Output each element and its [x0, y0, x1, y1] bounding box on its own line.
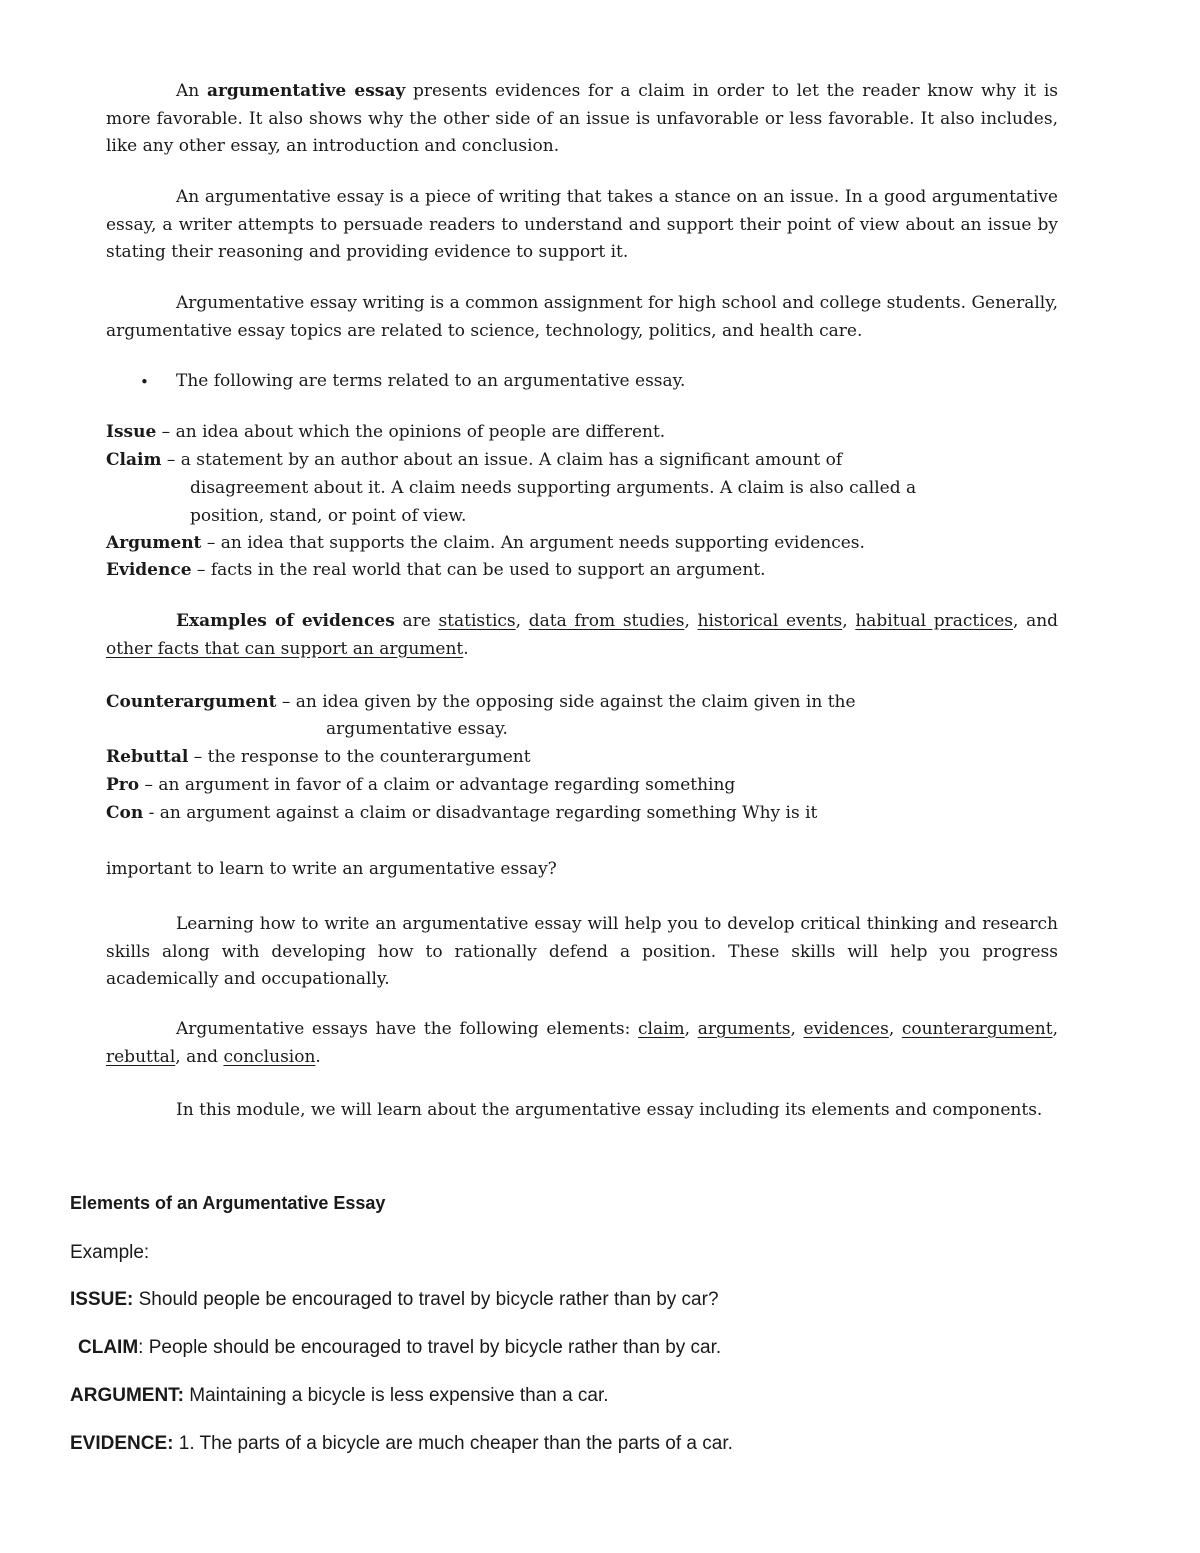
example-statistics: statistics	[438, 611, 516, 631]
term-issue	[106, 419, 665, 446]
sep: ,	[790, 1019, 804, 1039]
term-counterargument-def-1: – an idea given by the opposing side against the claim given in the	[276, 692, 856, 712]
term-pro	[106, 772, 735, 799]
element-evidences: evidences	[803, 1019, 889, 1039]
example-data-from-studies: data from studies	[528, 611, 685, 631]
term-con-label: Con	[106, 803, 144, 823]
intro-lead: An	[176, 81, 207, 101]
term-con	[106, 800, 817, 827]
example-claim-text: : People should be encouraged to travel by bicycle rather than by car.	[138, 1337, 722, 1358]
sep: ,	[684, 1019, 698, 1039]
examples-are: are	[394, 611, 439, 631]
example-evidence-label: EVIDENCE:	[70, 1433, 174, 1454]
term-issue-def: – an idea about which the opinions of people are different.	[156, 422, 666, 442]
example-evidence	[70, 1433, 733, 1455]
sep: ,	[1052, 1019, 1058, 1039]
example-argument-text: Maintaining a bicycle is less expensive than a car.	[184, 1385, 609, 1406]
term-pro-def: – an argument in favor of a claim or advantage regarding something	[139, 775, 736, 795]
sep: ,	[515, 611, 529, 631]
elements-lead: Argumentative essays have the following elements:	[176, 1019, 638, 1039]
term-rebuttal-label: Rebuttal	[106, 747, 189, 767]
intro-rest: presents evidences for a claim in order to let the reader know why it is more favorable. It also shows why the other side of an issue is unfavorable or less favorable. It also includes, like any other essay, an introduction and conclusion.	[106, 81, 1058, 156]
element-rebuttal: rebuttal	[106, 1046, 176, 1067]
and: , and	[175, 1046, 224, 1067]
term-argument-def: – an idea that supports the claim. An argument needs supporting evidences.	[201, 533, 865, 553]
term-argument-label: Argument	[106, 533, 202, 553]
term-counterargument-def-2: argumentative essay.	[326, 719, 508, 739]
example-evidence-text: 1. The parts of a bicycle are much cheaper than the parts of a car.	[173, 1433, 733, 1454]
term-con-def: - an argument against a claim or disadvantage regarding something Why is it	[143, 803, 818, 823]
element-arguments: arguments	[697, 1019, 791, 1039]
sep: ,	[684, 611, 698, 631]
term-claim-def-1: – a statement by an author about an issue. A claim has a significant amount of	[161, 450, 843, 470]
elements-paragraph	[106, 1016, 1058, 1071]
argumentative-essay-term: argumentative essay	[206, 81, 406, 101]
example-habitual-practices: habitual practices	[855, 611, 1013, 631]
example-argument	[70, 1385, 609, 1407]
example-issue-label: ISSUE:	[70, 1289, 134, 1310]
term-claim	[106, 447, 842, 474]
example-claim	[78, 1337, 721, 1359]
example-issue	[70, 1289, 719, 1311]
section-heading: Elements of an Argumentative Essay	[70, 1193, 386, 1213]
term-issue-label: Issue	[106, 422, 157, 442]
example-other-facts: other facts that can support an argument	[106, 638, 464, 659]
example-claim-label: CLAIM	[78, 1337, 139, 1358]
term-argument	[106, 530, 865, 557]
element-claim: claim	[638, 1019, 685, 1039]
term-counterargument	[106, 689, 856, 716]
module-paragraph: In this module, we will learn about the argumentative essay including its elements and components.	[176, 1100, 1043, 1120]
example-issue-text: Should people be encouraged to travel by bicycle rather than by car?	[133, 1289, 719, 1310]
term-claim-def-3: position, stand, or point of view.	[190, 506, 467, 526]
bullet-text: The following are terms related to an argumentative essay.	[176, 371, 686, 391]
example-argument-label: ARGUMENT:	[70, 1385, 184, 1406]
element-counterargument: counterargument	[901, 1019, 1053, 1039]
sep: ,	[888, 1019, 902, 1039]
why-paragraph: Learning how to write an argumentative essay will help you to develop critical thinking and research skills along with developing how to rationally defend a position. These skills will help you progress academically and occupationally.	[106, 914, 1058, 989]
examples-lead: Examples of evidences	[176, 611, 395, 631]
term-evidence	[106, 557, 766, 584]
term-rebuttal	[106, 744, 531, 771]
example-label: Example:	[70, 1242, 150, 1263]
term-claim-def-2: disagreement about it. A claim needs supporting arguments. A claim is also called a	[190, 478, 917, 498]
why-question: important to learn to write an argumentative essay?	[106, 859, 557, 879]
element-conclusion: conclusion	[223, 1046, 316, 1067]
term-counterargument-label: Counterargument	[106, 692, 277, 712]
sep: ,	[842, 611, 856, 631]
end: .	[463, 638, 469, 659]
intro-paragraph-1	[106, 78, 1058, 161]
end: .	[315, 1046, 321, 1067]
intro-paragraph-3: Argumentative essay writing is a common assignment for high school and college students. Generally, argumentative essay topics are related to science, technology, politics, and health care.	[106, 293, 1058, 341]
bullet-icon: •	[140, 373, 149, 391]
and: , and	[1013, 611, 1059, 631]
term-pro-label: Pro	[106, 775, 140, 795]
term-claim-label: Claim	[106, 450, 162, 470]
term-evidence-def: – facts in the real world that can be used to support an argument.	[191, 560, 766, 580]
term-rebuttal-def: – the response to the counterargument	[188, 747, 531, 767]
examples-paragraph	[106, 608, 1058, 663]
example-historical-events: historical events	[697, 611, 843, 631]
term-evidence-label: Evidence	[106, 560, 192, 580]
intro-paragraph-2: An argumentative essay is a piece of writing that takes a stance on an issue. In a good argumentative essay, a writer attempts to persuade readers to understand and support their point of view about an issue by stating their reasoning and providing evidence to support it.	[106, 187, 1058, 262]
